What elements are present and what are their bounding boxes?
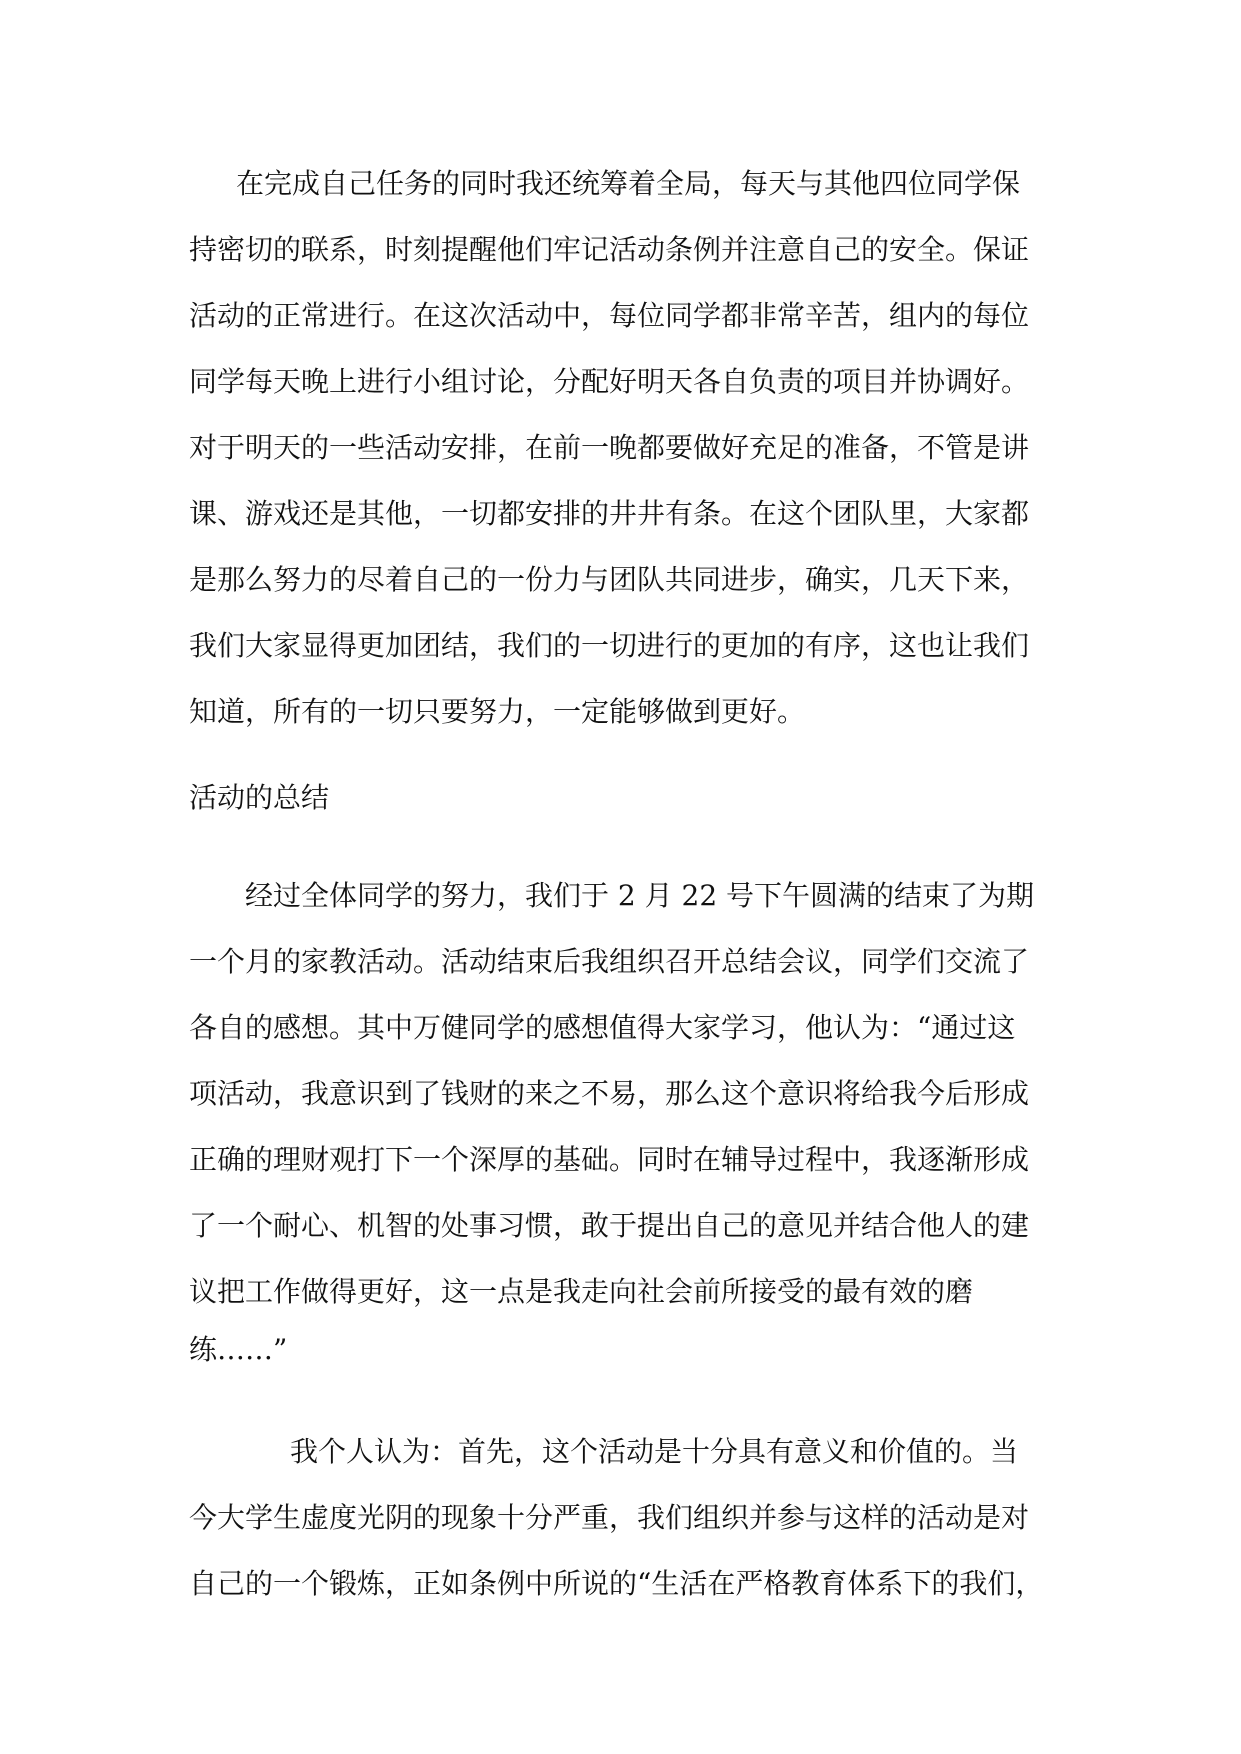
paragraph-1-line-6: 课、游戏还是其他，一切都安排的井井有条。在这个团队里，大家都 bbox=[189, 497, 1030, 530]
paragraph-1-line-3: 活动的正常进行。在这次活动中，每位同学都非常辛苦，组内的每位 bbox=[189, 299, 1030, 332]
paragraph-2-line-7: 议把工作做得更好，这一点是我走向社会前所接受的最有效的磨 bbox=[189, 1275, 974, 1308]
paragraph-1-line-8: 我们大家显得更加团结，我们的一切进行的更加的有序，这也让我们 bbox=[189, 629, 1030, 662]
section-heading: 活动的总结 bbox=[189, 781, 330, 814]
paragraph-1-line-7: 是那么努力的尽着自己的一份力与团队共同进步，确实，几天下来， bbox=[189, 563, 1030, 596]
paragraph-2-line-4: 项活动，我意识到了钱财的来之不易，那么这个意识将给我今后形成 bbox=[189, 1077, 1030, 1110]
paragraph-2-line-2: 一个月的家教活动。活动结束后我组织召开总结会议，同学们交流了 bbox=[189, 945, 1030, 978]
paragraph-1-line-1: 在完成自己任务的同时我还统筹着全局，每天与其他四位同学保 bbox=[236, 167, 1021, 200]
paragraph-2-line-8: 练……” bbox=[189, 1333, 288, 1366]
paragraph-3-line-2: 今大学生虚度光阴的现象十分严重，我们组织并参与这样的活动是对 bbox=[189, 1501, 1030, 1534]
paragraph-1-line-5: 对于明天的一些活动安排，在前一晚都要做好充足的准备，不管是讲 bbox=[189, 431, 1030, 464]
paragraph-3-line-3: 自己的一个锻炼，正如条例中所说的“生活在严格教育体系下的我们， bbox=[189, 1567, 1044, 1600]
paragraph-1-line-4: 同学每天晚上进行小组讨论，分配好明天各自负责的项目并协调好。 bbox=[189, 365, 1030, 398]
paragraph-1-line-9: 知道，所有的一切只要努力，一定能够做到更好。 bbox=[189, 695, 806, 728]
paragraph-2-line-1: 经过全体同学的努力，我们于 2 月 22 号下午圆满的结束了为期 bbox=[245, 879, 1035, 912]
paragraph-3-line-1: 我个人认为：首先，这个活动是十分具有意义和价值的。当 bbox=[290, 1435, 1019, 1468]
paragraph-1-line-2: 持密切的联系，时刻提醒他们牢记活动条例并注意自己的安全。保证 bbox=[189, 233, 1030, 266]
paragraph-2-line-5: 正确的理财观打下一个深厚的基础。同时在辅导过程中，我逐渐形成 bbox=[189, 1143, 1030, 1176]
paragraph-2-line-3: 各自的感想。其中万健同学的感想值得大家学习，他认为：“通过这 bbox=[189, 1011, 1016, 1044]
paragraph-2-line-6: 了一个耐心、机智的处事习惯，敢于提出自己的意见并结合他人的建 bbox=[189, 1209, 1030, 1242]
